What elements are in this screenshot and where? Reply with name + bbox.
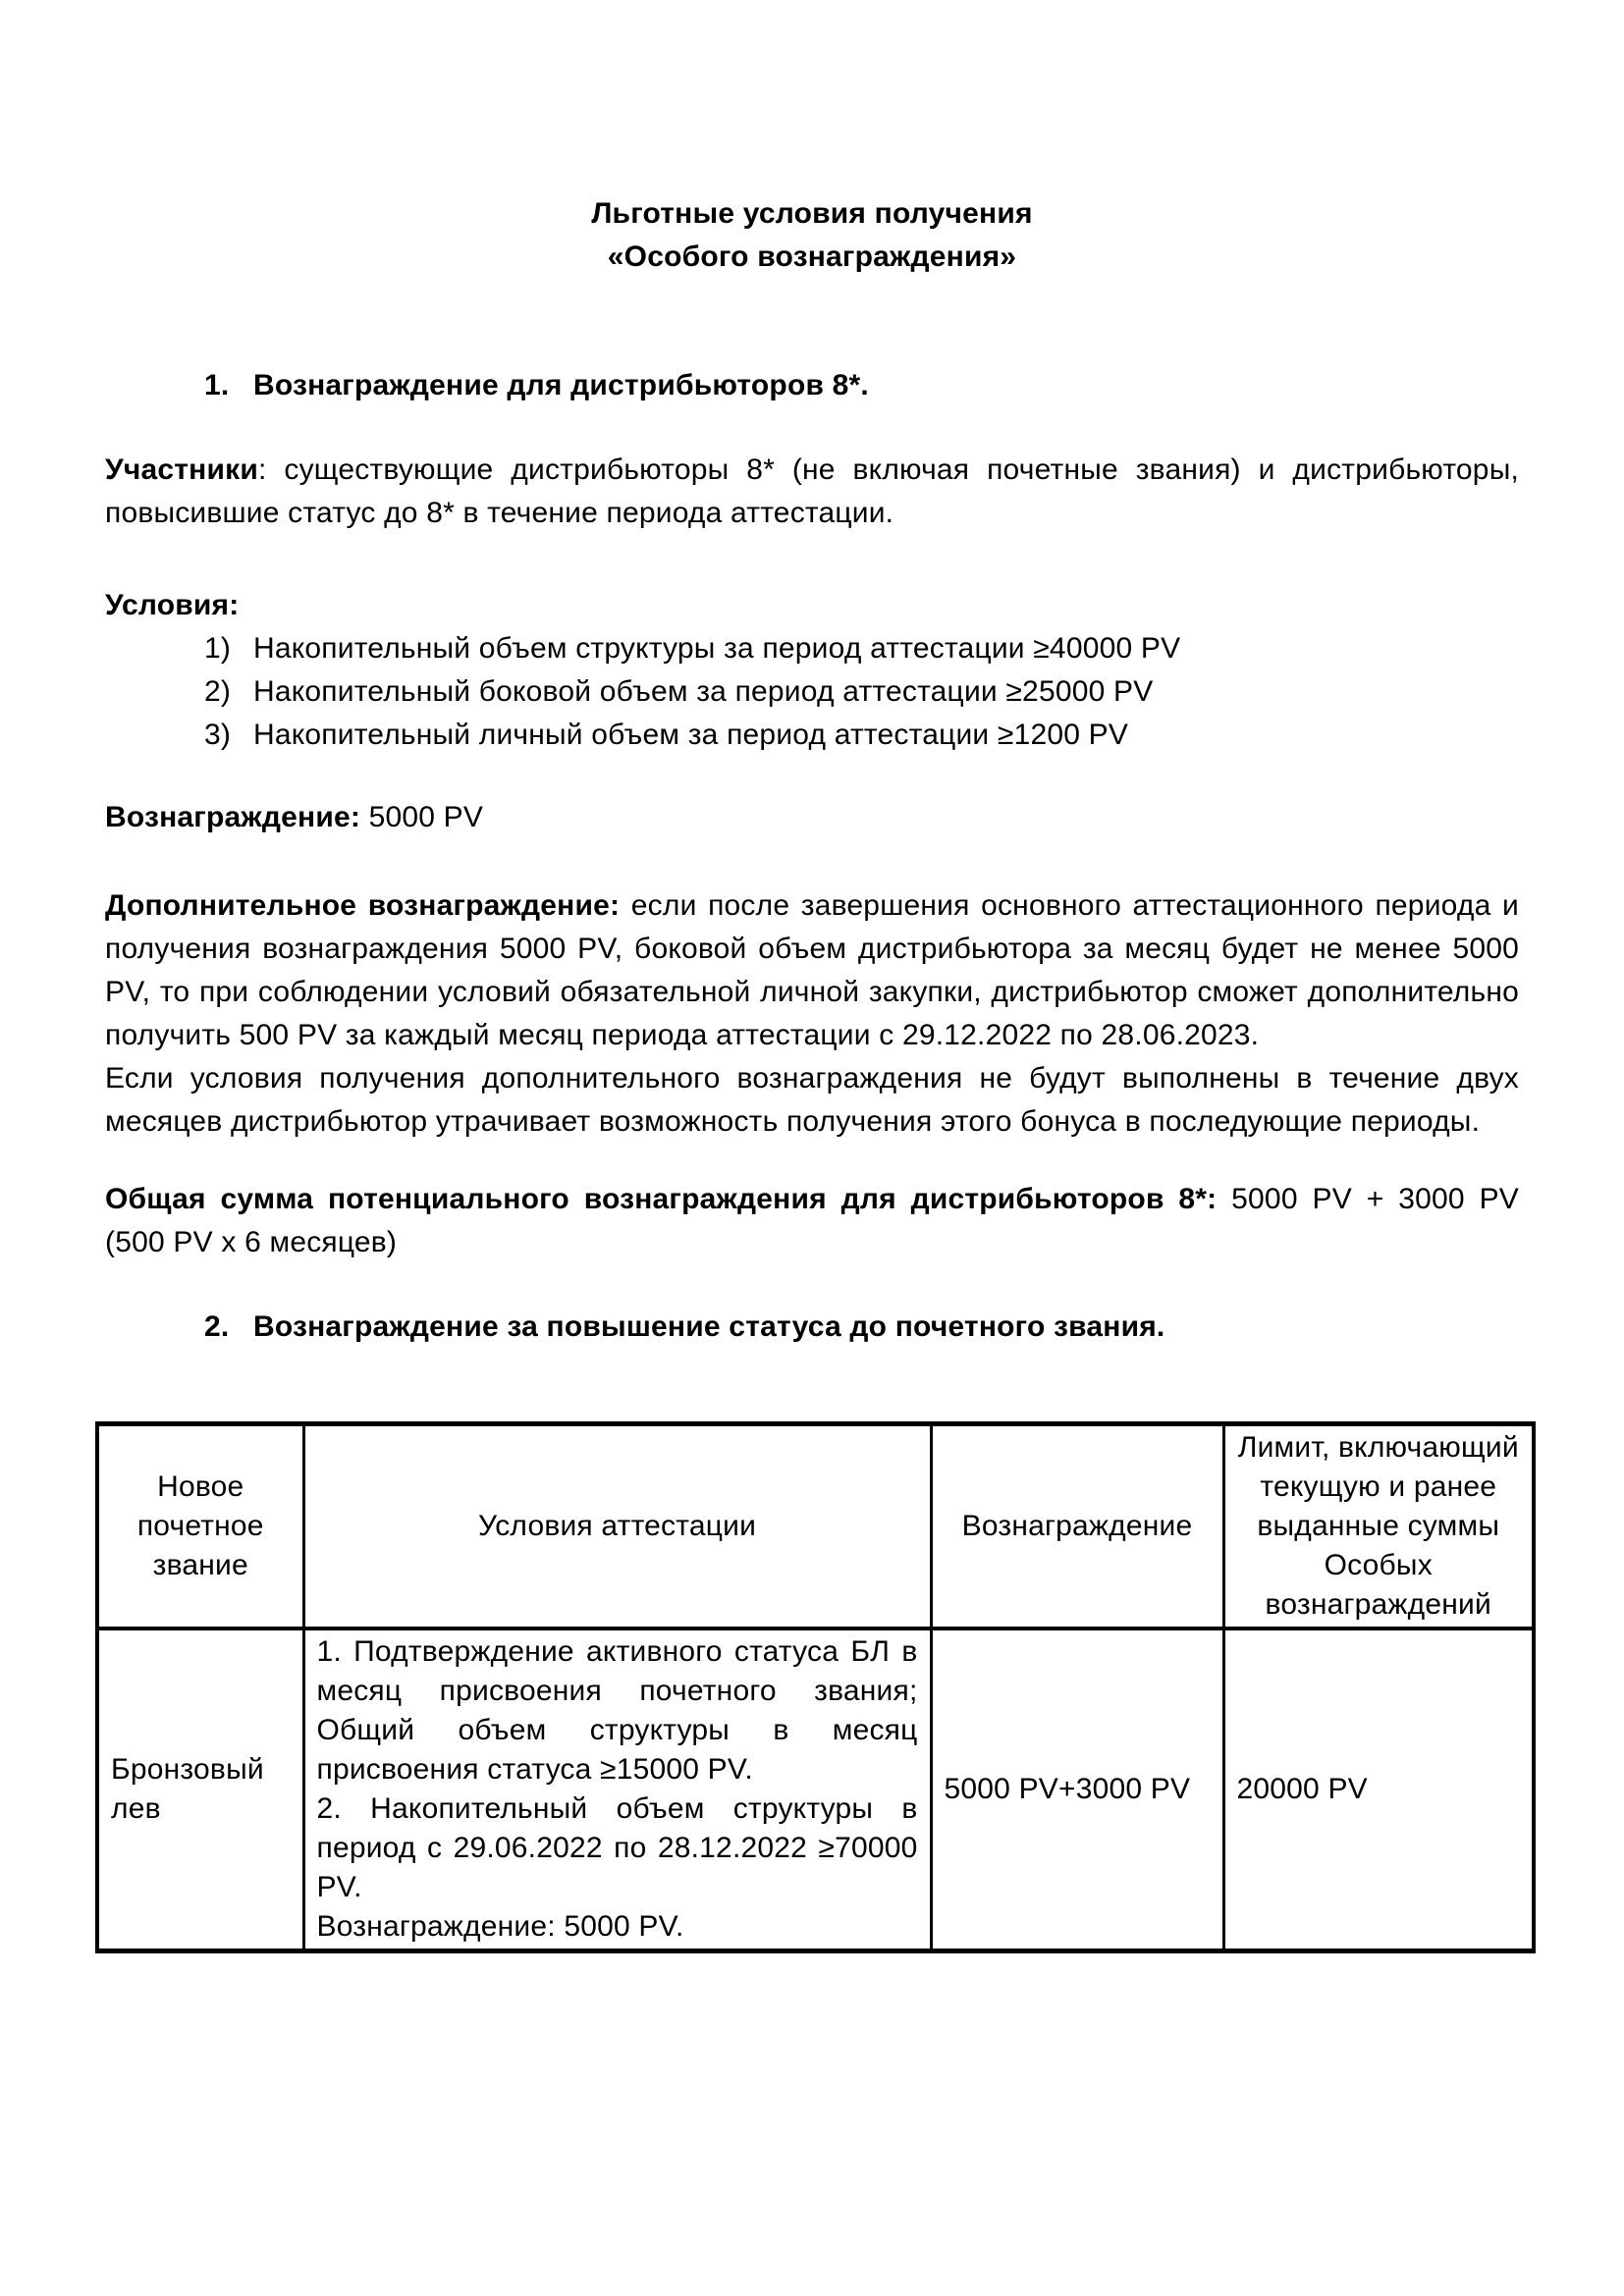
table-header-row xyxy=(97,1424,1534,1629)
reward-table-container xyxy=(95,1421,1519,1953)
cell-conditions-paragraph: 1. Подтверждение активного статуса БЛ в месяц присвоения почетного звания; Общий объем структуры в месяц присвоения статуса ≥15000 PV. xyxy=(316,1635,918,1786)
list-item xyxy=(204,670,1519,714)
section1-number: 1. xyxy=(204,369,230,401)
total-reward-value: 5000 PV + 3000 PV (500 PV х 6 месяцев) xyxy=(105,1183,1520,1258)
list-item-marker: 1) xyxy=(204,632,232,665)
column-header-reward: Вознаграждение xyxy=(931,1424,1223,1629)
reward-label: Вознаграждение: xyxy=(105,801,361,833)
list-item xyxy=(204,627,1519,670)
participants-paragraph xyxy=(105,449,1519,535)
cell-rank: Бронзовый лев xyxy=(97,1629,303,1951)
additional-reward-label: Дополнительное вознаграждение: xyxy=(105,889,621,922)
section2-heading-text: Вознаграждение за повышение статуса до почетного звания. xyxy=(253,1310,1165,1343)
cell-conditions-paragraph: 2. Накопительный объем структуры в период с 29.06.2022 по 28.12.2022 ≥70000 PV. xyxy=(316,1792,918,1903)
table-row xyxy=(97,1629,1534,1951)
additional-reward-paragraph xyxy=(105,884,1519,1057)
cell-reward: 5000 PV+3000 PV xyxy=(931,1629,1223,1951)
cell-conditions-paragraph: Вознаграждение: 5000 PV. xyxy=(316,1910,684,1943)
reward-paragraph xyxy=(105,796,1519,839)
total-reward-paragraph xyxy=(105,1178,1519,1264)
list-item-marker: 2) xyxy=(204,675,232,708)
section1-heading xyxy=(204,364,1519,407)
cell-limit: 20000 PV xyxy=(1223,1629,1534,1951)
section2-number: 2. xyxy=(204,1310,230,1343)
section1-heading-text: Вознаграждение для дистрибьюторов 8*. xyxy=(253,369,869,401)
reward-table xyxy=(95,1421,1536,1953)
participants-label: Участники xyxy=(105,454,258,486)
list-item-text: Накопительный личный объем за период аттестации ≥1200 PV xyxy=(253,719,1129,751)
column-header-limit: Лимит, включающий текущую и ранее выданные суммы Особых вознаграждений xyxy=(1223,1424,1534,1629)
column-header-rank: Новое почетное звание xyxy=(97,1424,303,1629)
column-header-conditions: Условия аттестации xyxy=(303,1424,931,1629)
participants-text: : существующие дистрибьюторы 8* (не включая почетные звания) и дистрибьюторы, повысившие статус до 8* в течение периода аттестации. xyxy=(105,454,1519,529)
additional-note-paragraph: Если условия получения дополнительного вознаграждения не будут выполнены в течение двух месяцев дистрибьютор утрачивает возможность получения этого бонуса в последующие периоды. xyxy=(105,1062,1519,1138)
additional-reward-text: если после завершения основного аттестационного периода и получения вознаграждения 5000 PV, боковой объем дистрибьютора за месяц будет не менее 5000 PV, то при соблюдении условий обязательной личной закупки, дистрибьютор сможет дополнительно получить 500 PV за каждый месяц периода аттестации с 29.12.2022 по 28.06.2023. xyxy=(105,889,1519,1051)
title-line-2: «Особого вознаграждения» xyxy=(607,240,1017,273)
conditions-list xyxy=(105,627,1519,757)
list-item-text: Накопительный боковой объем за период аттестации ≥25000 PV xyxy=(253,675,1154,708)
cell-conditions xyxy=(303,1629,931,1951)
list-item-marker: 3) xyxy=(204,719,232,751)
list-item-text: Накопительный объем структуры за период аттестации ≥40000 PV xyxy=(253,632,1181,665)
reward-value: 5000 PV xyxy=(360,801,484,833)
conditions-label: Условия: xyxy=(105,589,240,621)
section2-heading xyxy=(204,1306,1519,1349)
list-item xyxy=(204,714,1519,757)
total-reward-label: Общая сумма потенциального вознаграждения для дистрибьюторов 8*: xyxy=(105,1183,1218,1215)
title-line-1: Льготные условия получения xyxy=(591,197,1033,230)
document-title xyxy=(105,192,1519,279)
